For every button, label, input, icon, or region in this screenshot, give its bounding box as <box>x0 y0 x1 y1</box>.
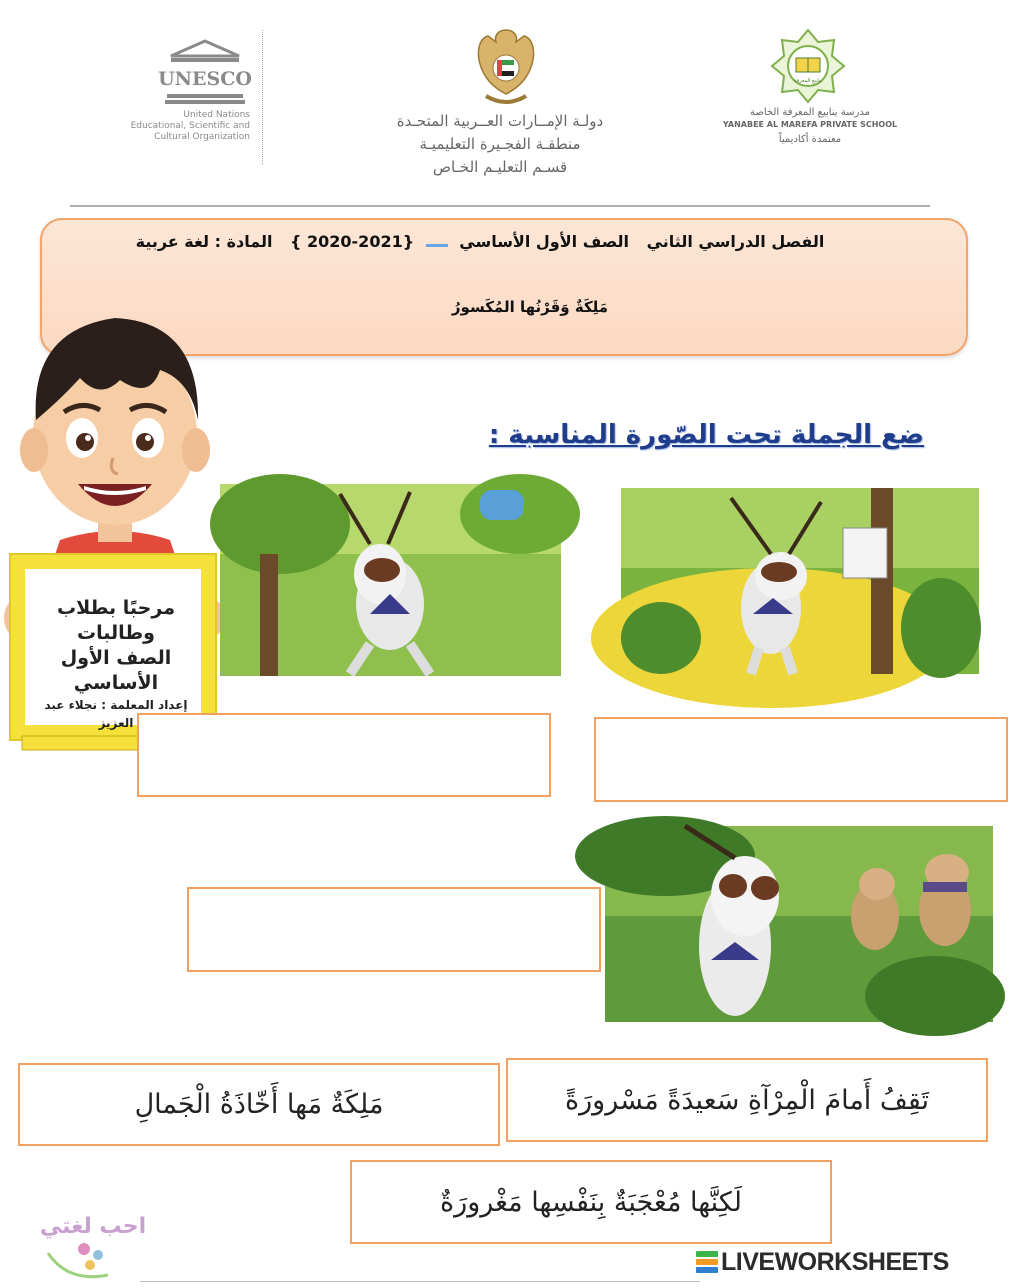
school-accreditation: معتمدة أكاديمياً <box>778 134 842 145</box>
subject-label: المادة : لغة عربية <box>135 232 273 251</box>
department-name: قسـم التعليـم الخـاص <box>432 158 568 176</box>
draggable-sentence[interactable]: تَقِفُ أَمامَ الْمِرْآةِ سَعيدَةً مَسْرورَةً <box>506 1058 988 1142</box>
gazelle-picture-1 <box>220 484 561 676</box>
sign-teacher-line: إعداد المعلمة : نجلاء عبد العزيز <box>44 698 188 730</box>
school-logo-text: ينابيع المعرفة <box>794 78 822 84</box>
government-heading <box>330 110 670 179</box>
header-divider <box>262 30 264 165</box>
unesco-line: Educational, Scientific and <box>130 121 250 131</box>
liveworksheets-brand[interactable] <box>696 1246 996 1278</box>
unesco-line: Cultural Organization <box>154 132 250 142</box>
unesco-wordmark: UNESCO <box>158 68 252 90</box>
unesco-caption <box>110 110 250 143</box>
instruction-heading: ضع الجملة تحت الصّورة المناسبة : <box>488 420 924 450</box>
love-language-text: احب لغتي <box>39 1214 147 1239</box>
gazelle-picture-3 <box>605 826 993 1022</box>
welcome-sign-text <box>30 596 202 732</box>
zone-name: منطقـة الفجـيرة التعليميـة <box>419 135 581 153</box>
footer-rule <box>140 1281 700 1282</box>
school-logo <box>770 28 846 104</box>
sign-line: مرحبًا بطلاب وطالبات <box>57 597 175 644</box>
liveworksheets-icon <box>696 1251 718 1273</box>
header-rule <box>70 205 930 207</box>
school-year: { 2020-2021} <box>290 232 415 251</box>
gazelle-picture-2 <box>621 488 979 674</box>
liveworksheets-wordmark: LIVEWORKSHEETS <box>721 1247 949 1276</box>
country-name: دولـة الإمــارات العــربية المتحـدة <box>396 112 604 130</box>
school-name-english: YANABEE AL MAREFA PRIVATE SCHOOL <box>722 120 898 129</box>
lesson-title: مَلِكَةٌ وَقَرْنُها المُكَسورُ <box>451 298 609 316</box>
semester-label: الفصل الدراسي الثاني <box>646 232 825 251</box>
banner-info-line <box>40 232 920 251</box>
unesco-logo <box>158 38 252 106</box>
uae-emblem <box>470 24 542 110</box>
blue-underline-mark <box>426 244 448 247</box>
answer-drop-box[interactable] <box>137 713 551 797</box>
grade-label: الصف الأول الأساسي <box>459 232 630 251</box>
unesco-line: United Nations <box>183 110 250 120</box>
draggable-sentence[interactable]: لَكِنَّها مُعْجَبَةٌ بِنَفْسِها مَغْرورَةٌ <box>350 1160 832 1244</box>
answer-drop-box[interactable] <box>594 717 1008 802</box>
school-name-arabic: مدرسة ينابيع المعرفة الخاصة <box>750 107 870 118</box>
draggable-sentence[interactable]: مَلِكَةٌ مَها أَخّاذَةُ الْجَمالِ <box>18 1063 500 1146</box>
answer-drop-box[interactable] <box>187 887 601 972</box>
school-heading <box>700 106 920 150</box>
sign-line: الصف الأول الأساسي <box>60 647 172 694</box>
i-love-my-language-logo <box>38 1193 148 1284</box>
